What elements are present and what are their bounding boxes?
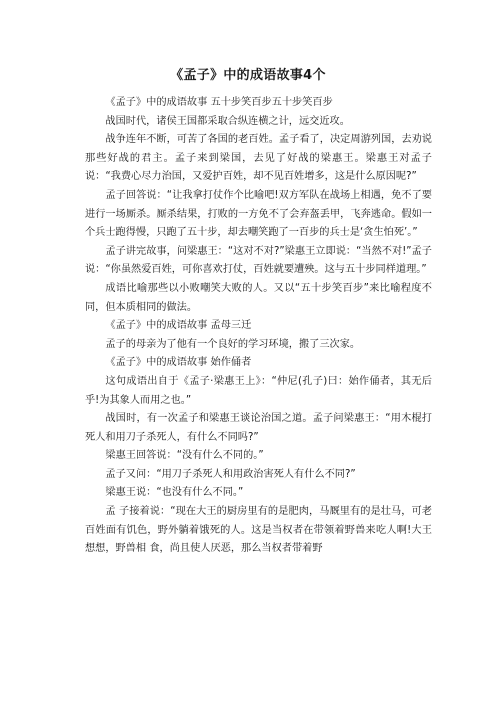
paragraph: 孟子回答说：“让我拿打仗作个比喻吧!双方军队在战场上相遇，免不了要进行一场厮杀。厮杀结果，打败的一方免不了会弃盔丢甲，飞奔逃命。假如一个兵士跑得慢，只跑了五十步，却去嘲笑跑了一百步的兵士是‘贪生怕死’。” (85, 189, 432, 239)
paragraph: 孟子的母亲为了他有一个良好的学习环境，搬了三次家。 (105, 338, 361, 350)
paragraph: 成语比喻那些以小败嘲笑大败的人。又以“五十步笑百步”来比喻程度不同，但本质相同的做法。 (85, 282, 432, 313)
document-body (85, 94, 432, 559)
document-title: 《孟子》中的成语故事4个 (170, 68, 326, 83)
paragraph: 《孟子》中的成语故事 孟母三迁 (105, 320, 252, 332)
paragraph: 战国时，有一次孟子和梁惠王谈论治国之道。孟子问梁惠王：“用木棍打死人和用刀子杀死人，有什么不同吗?” (85, 413, 432, 443)
paragraph: 梁惠王说：“也没有什么不同。” (105, 487, 244, 499)
paragraph: 孟 子接着说：“现在大王的厨房里有的是肥肉，马厩里有的是壮马，可老百姓面有饥色，野外躺着饿死的人。这是当权者在带领着野兽来吃人啊!大王想想，野兽相 食，尚且使人厌恶，那么当权者带着野 (85, 506, 432, 555)
paragraph: 战争连年不断，可苦了各国的老百姓。孟子看了，决定周游列国，去劝说那些好战的君主。孟子来到梁国，去见了好战的梁惠王。梁惠王对孟子说：“我费心尽力治国，又爱护百姓，却不见百姓增多，这是什么原因呢?” (85, 134, 432, 183)
paragraph: 《孟子》中的成语故事 五十步笑百步五十步笑百步 (105, 97, 333, 108)
paragraph: 梁惠王回答说：“没有什么不同的。” (105, 450, 264, 462)
paragraph: 孟子又问：“用刀子杀死人和用政治害死人有什么不同?” (105, 468, 356, 480)
paragraph: 战国时代，诸侯王国都采取合纵连横之计，远交近攻。 (105, 115, 350, 127)
paragraph: 这句成语出自于《孟子·梁惠王上》：“仲尼(孔子)曰：始作俑者，其无后乎!为其象人而用之也。” (85, 375, 432, 406)
paragraph: 《孟子》中的成语故事 始作俑者 (105, 357, 252, 369)
paragraph: 孟子讲完故事，问梁惠王：“这对不对?”梁惠王立即说：“当然不对!”孟子说：“你虽然爱百姓，可你喜欢打仗，百姓就要遭殃。这与五十步同样道理。” (85, 245, 432, 276)
